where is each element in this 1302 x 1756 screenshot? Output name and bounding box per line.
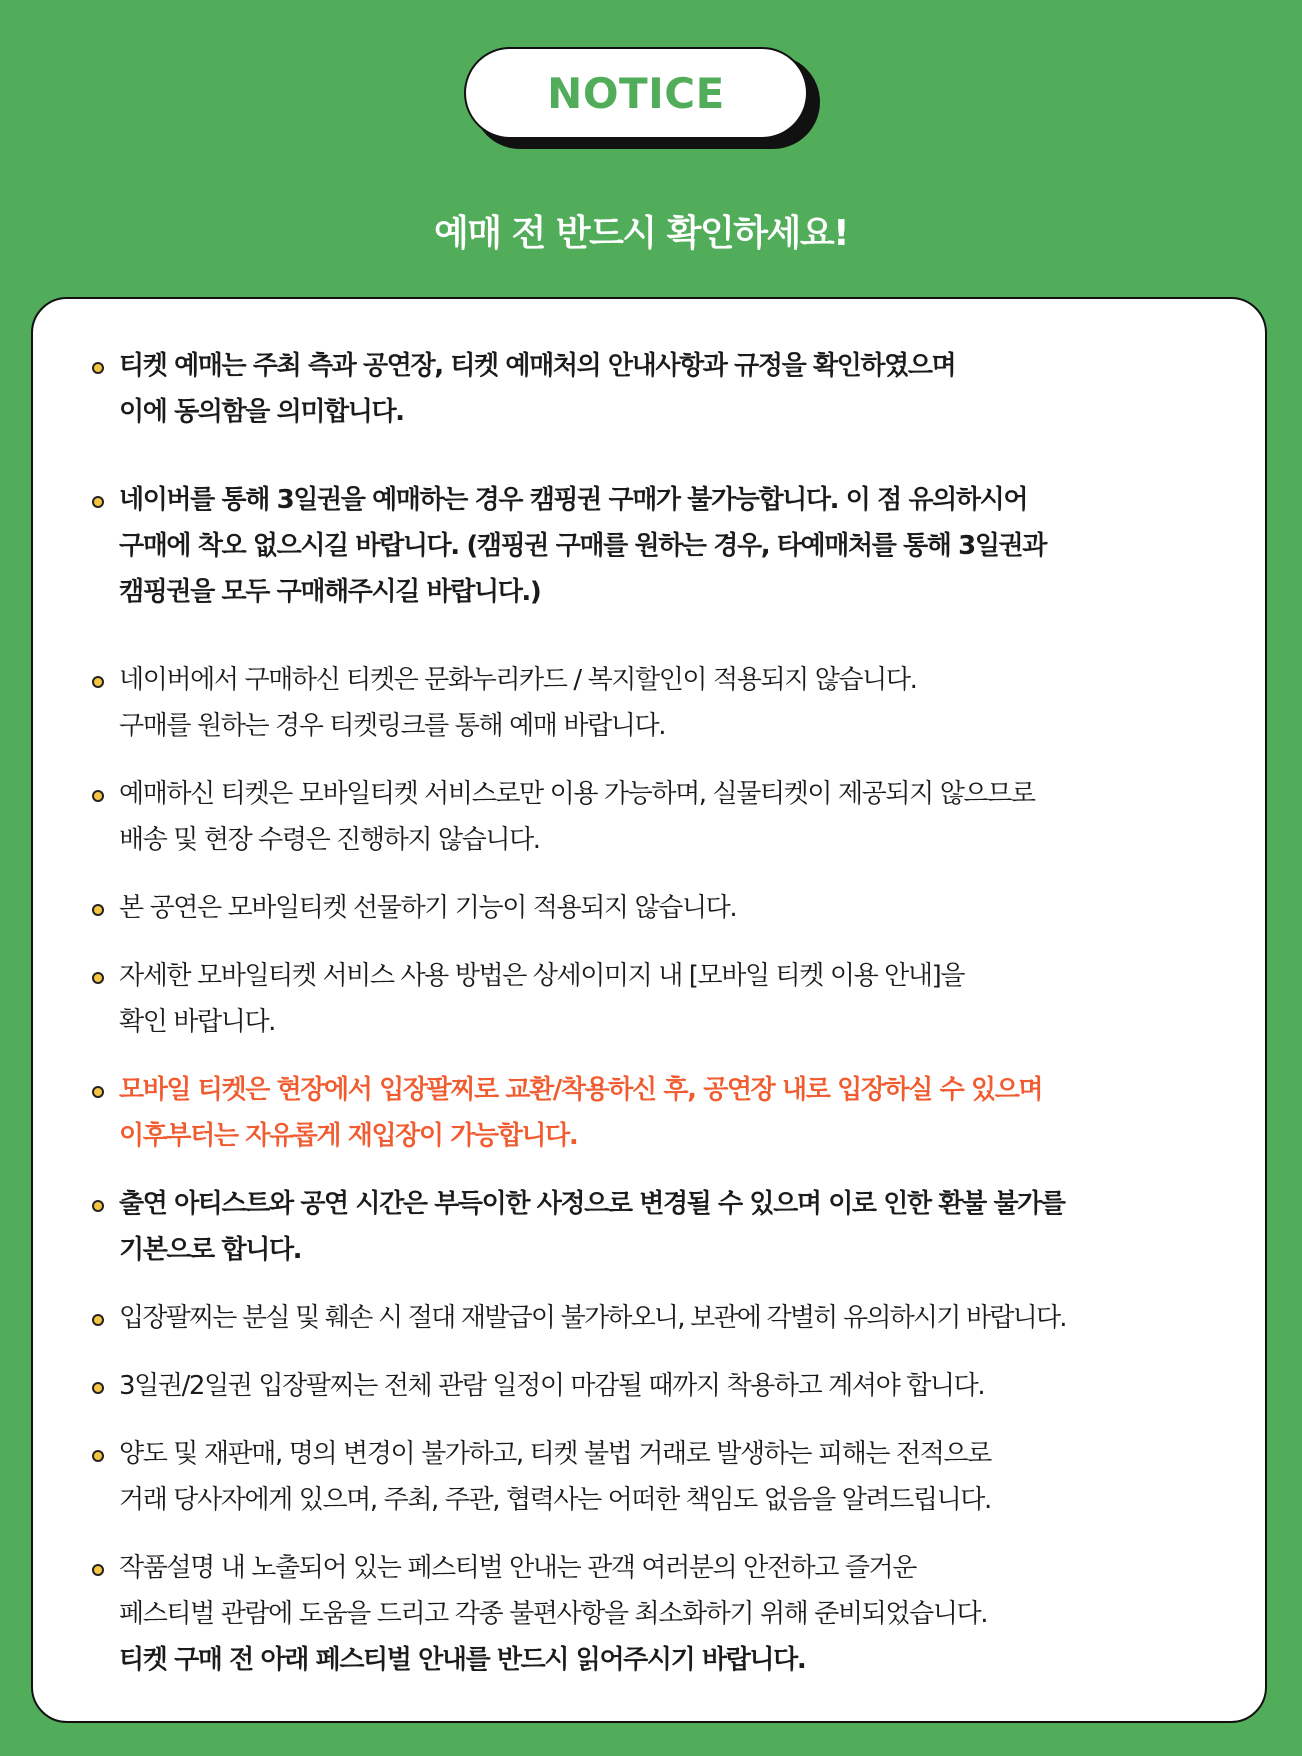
- notice-line: 입장팔찌는 분실 및 훼손 시 절대 재발급이 불가하오니, 보관에 각별히 유의하시기 바랍니다.: [119, 1303, 1066, 1333]
- notice-item-1: [119, 343, 1259, 435]
- notice-line: 예매하신 티켓은 모바일티켓 서비스로만 이용 가능하며, 실물티켓이 제공되지 않으므로: [119, 779, 1035, 809]
- notice-item-5: [119, 885, 1259, 931]
- notice-line: 양도 및 재판매, 명의 변경이 불가하고, 티켓 불법 거래로 발생하는 피해는 전적으로: [119, 1439, 991, 1469]
- notice-line: 모바일 티켓은 현장에서 입장팔찌로 교환/착용하신 후, 공연장 내로 입장하실 수 있으며: [119, 1075, 1043, 1105]
- notice-item-12: [119, 1545, 1259, 1683]
- notice-line: 이에 동의함을 의미합니다.: [119, 397, 404, 427]
- notice-line: 네이버를 통해 3일권을 예매하는 경우 캠핑권 구매가 불가능합니다. 이 점 유의하시어: [119, 485, 1028, 515]
- notice-item-8: [119, 1181, 1259, 1273]
- notice-line: 자세한 모바일티켓 서비스 사용 방법은 상세이미지 내 [모바일 티켓 이용 안내]을: [119, 961, 965, 991]
- notice-line: 구매를 원하는 경우 티켓링크를 통해 예매 바랍니다.: [119, 711, 666, 741]
- notice-line: 캠핑권을 모두 구매해주시길 바랍니다.): [119, 577, 541, 607]
- notice-item-4: [119, 771, 1259, 863]
- bullet-icon: [92, 972, 104, 984]
- notice-item-7: [119, 1067, 1259, 1159]
- notice-item-10: [119, 1363, 1259, 1409]
- notice-badge-label: NOTICE: [464, 47, 808, 139]
- notice-card: [31, 297, 1267, 1723]
- bullet-icon: [92, 1314, 104, 1326]
- notice-line: 배송 및 현장 수령은 진행하지 않습니다.: [119, 825, 540, 855]
- bullet-icon: [92, 1086, 104, 1098]
- notice-line: 작품설명 내 노출되어 있는 페스티벌 안내는 관객 여러분의 안전하고 즐거운: [119, 1553, 916, 1583]
- notice-badge: [464, 47, 816, 146]
- bullet-icon: [92, 676, 104, 688]
- notice-item-2: [119, 477, 1259, 615]
- notice-line: 티켓 예매는 주최 측과 공연장, 티켓 예매처의 안내사항과 규정을 확인하였으며: [119, 351, 956, 381]
- notice-line: 3일권/2일권 입장팔찌는 전체 관람 일정이 마감될 때까지 착용하고 계셔야 합니다.: [119, 1371, 985, 1401]
- notice-line: 페스티벌 관람에 도움을 드리고 각종 불편사항을 최소화하기 위해 준비되었습니다.: [119, 1599, 988, 1629]
- notice-line: 본 공연은 모바일티켓 선물하기 기능이 적용되지 않습니다.: [119, 893, 737, 923]
- notice-item-11: [119, 1431, 1259, 1523]
- notice-line: 확인 바랍니다.: [119, 1007, 276, 1037]
- notice-line: 거래 당사자에게 있으며, 주최, 주관, 협력사는 어떠한 책임도 없음을 알려드립니다.: [119, 1485, 991, 1515]
- bullet-icon: [92, 1450, 104, 1462]
- page-subtitle: 예매 전 반드시 확인하세요!: [433, 213, 849, 254]
- bullet-icon: [92, 1382, 104, 1394]
- bullet-icon: [92, 790, 104, 802]
- notice-line: 구매에 착오 없으시길 바랍니다. (캠핑권 구매를 원하는 경우, 타예매처를 통해 3일권과: [119, 531, 1046, 561]
- bullet-icon: [92, 1200, 104, 1212]
- bullet-icon: [92, 904, 104, 916]
- notice-line: 기본으로 합니다.: [119, 1235, 302, 1265]
- notice-item-9: [119, 1295, 1259, 1341]
- notice-line: 네이버에서 구매하신 티켓은 문화누리카드 / 복지할인이 적용되지 않습니다.: [119, 665, 917, 695]
- notice-item-6: [119, 953, 1259, 1045]
- bullet-icon: [92, 362, 104, 374]
- notice-line: 티켓 구매 전 아래 페스티벌 안내를 반드시 읽어주시기 바랍니다.: [119, 1645, 806, 1675]
- bullet-icon: [92, 1564, 104, 1576]
- bullet-icon: [92, 496, 104, 508]
- notice-item-3: [119, 657, 1259, 749]
- notice-line: 이후부터는 자유롭게 재입장이 가능합니다.: [119, 1121, 578, 1151]
- notice-line: 출연 아티스트와 공연 시간은 부득이한 사정으로 변경될 수 있으며 이로 인한 환불 불가를: [119, 1189, 1065, 1219]
